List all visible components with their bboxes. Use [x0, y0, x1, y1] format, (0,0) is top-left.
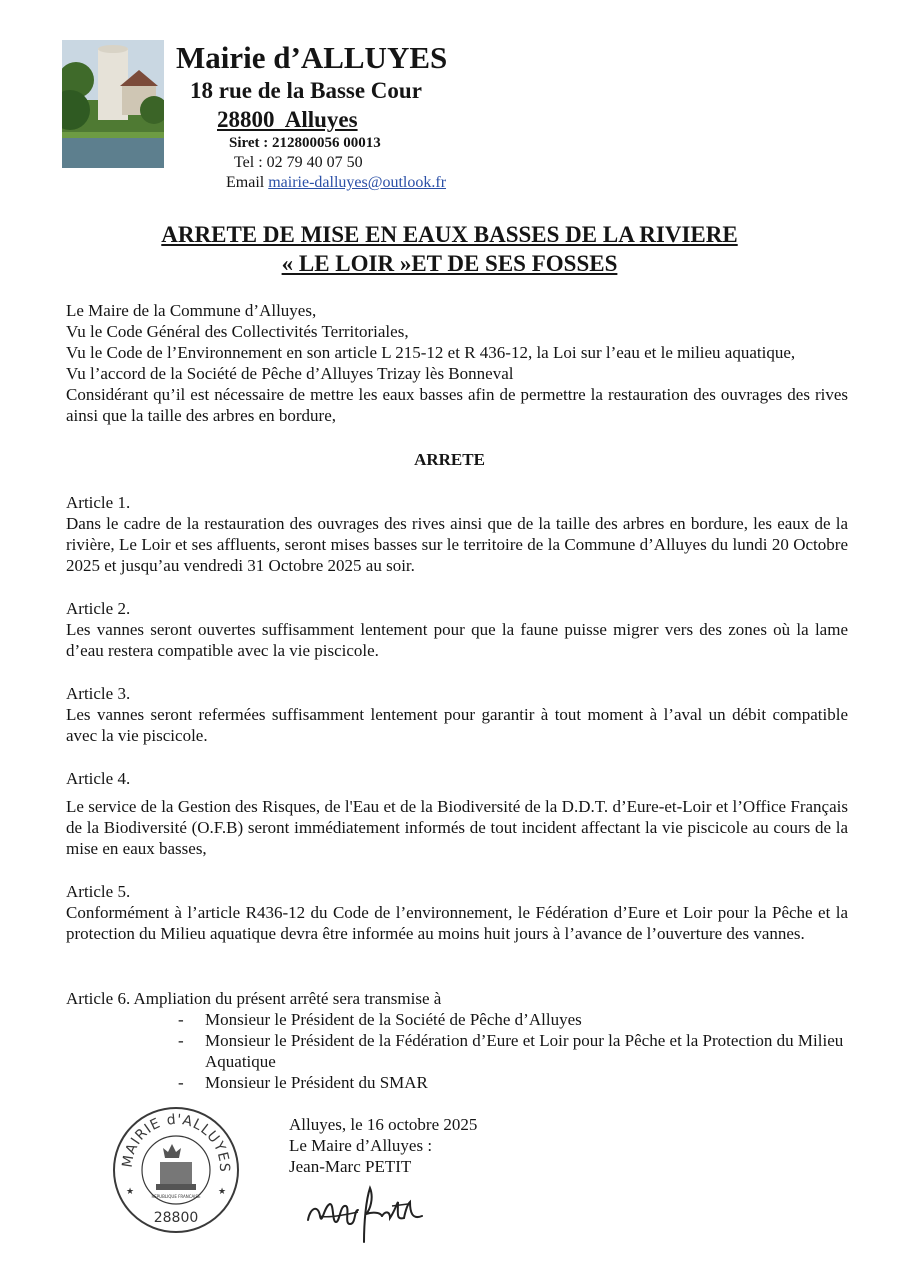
distribution-item: [178, 1072, 850, 1093]
svg-text:28800: 28800: [153, 1210, 199, 1226]
town-hall-photo: [62, 40, 164, 168]
mairie-stamp: [110, 1098, 240, 1236]
postal-city: 28800 Alluyes: [217, 107, 358, 132]
signature-place-date: Alluyes, le 16 octobre 2025: [289, 1115, 478, 1134]
article-1-text: Dans le cadre de la restauration des ouvrages des rives ainsi que de la taille des arbres en bordure, les eaux de la rivière, Le Loir et ses affluents, seront mises basses sur le territoire de la Commune d’Alluyes du lundi 20 Octobre 2025 et jusqu’au vendredi 31 Octobre 2025 au soir.: [66, 514, 848, 575]
distribution-text: Monsieur le Président du SMAR: [205, 1073, 428, 1092]
email-line: [226, 174, 446, 192]
preamble-environment-code: Vu le Code de l’Environnement en son article L 215-12 et R 436-12, la Loi sur l’eau et le milieu aquatique,: [66, 343, 796, 362]
article-4-heading: Article 4.: [66, 769, 131, 788]
email-link[interactable]: mairie-dalluyes@outlook.fr: [268, 174, 447, 191]
distribution-item: [178, 1009, 850, 1030]
signature-role: Le Maire d’Alluyes :: [289, 1136, 433, 1155]
mairie-name: Mairie d’ALLUYES: [176, 40, 448, 75]
signature-block: [289, 1114, 477, 1177]
svg-text:★: ★: [126, 1187, 135, 1197]
street-address: 18 rue de la Basse Cour: [190, 78, 422, 103]
preamble-fishing-society: Vu l’accord de la Société de Pêche d’Alluyes Trizay lès Bonneval: [66, 364, 514, 383]
title-line-2: « LE LOIR »ET DE SES FOSSES: [281, 251, 618, 276]
handwritten-signature: [300, 1182, 430, 1252]
svg-text:★: ★: [218, 1187, 227, 1197]
article-5-text: Conformément à l’article R436-12 du Code de l’environnement, le Fédération d’Eure et Loir pour la Pêche et la protection du Milieu aquatique devra être informée au moins huit jours à l’avance de l’ouverture des vannes.: [66, 903, 848, 943]
siret-number: Siret : 212800056 00013: [229, 135, 381, 151]
article-2-heading: Article 2.: [66, 599, 131, 618]
list-dash: -: [178, 1031, 184, 1050]
preamble-mayor: Le Maire de la Commune d’Alluyes,: [66, 301, 317, 320]
list-dash: -: [178, 1010, 184, 1029]
email-label: Email: [226, 174, 269, 191]
distribution-text: Monsieur le Président de la Fédération d’Eure et Loir pour la Pêche et la Protection du Milieu Aquatique: [205, 1031, 844, 1071]
article-6-heading: Article 6. Ampliation du présent arrêté sera transmise à: [66, 989, 442, 1008]
article-2-text: Les vannes seront ouvertes suffisamment lentement pour que la faune puisse migrer vers des zones où la lame d’eau restera compatible avec la vie piscicole.: [66, 620, 848, 660]
svg-text:REPUBLIQUE FRANCAISE: REPUBLIQUE FRANCAISE: [151, 1194, 201, 1199]
distribution-item: [178, 1030, 850, 1072]
preamble-cgct: Vu le Code Général des Collectivités Territoriales,: [66, 322, 409, 341]
distribution-text: Monsieur le Président de la Société de Pêche d’Alluyes: [205, 1010, 582, 1029]
article-4-text: Le service de la Gestion des Risques, de l'Eau et de la Biodiversité de la D.D.T. d’Eure-et-Loir et l’Office Français de la Biodiversité (O.F.B) seront immédiatement informés de tout incident affectant la vie piscicole au cours de la mise en eaux basses,: [66, 797, 848, 858]
svg-text:MAIRIE d'ALLUYES: MAIRIE d'ALLUYES: [119, 1111, 233, 1173]
article-5-heading: Article 5.: [66, 882, 131, 901]
article-3-heading: Article 3.: [66, 684, 131, 703]
signature-name: Jean-Marc PETIT: [289, 1157, 412, 1176]
article-3-text: Les vannes seront refermées suffisamment lentement pour garantir à tout moment à l’aval un débit compatible avec la vie piscicole.: [66, 705, 848, 745]
phone-number: Tel : 02 79 40 07 50: [234, 154, 363, 171]
preamble-considering: Considérant qu’il est nécessaire de mettre les eaux basses afin de permettre la restauration des ouvrages des rives ainsi que la taille des arbres en bordure,: [66, 385, 848, 425]
title-line-1: ARRETE DE MISE EN EAUX BASSES DE LA RIVIERE: [161, 222, 738, 247]
decision-heading: ARRETE: [414, 450, 485, 469]
article-1-heading: Article 1.: [66, 493, 131, 512]
list-dash: -: [178, 1073, 184, 1092]
